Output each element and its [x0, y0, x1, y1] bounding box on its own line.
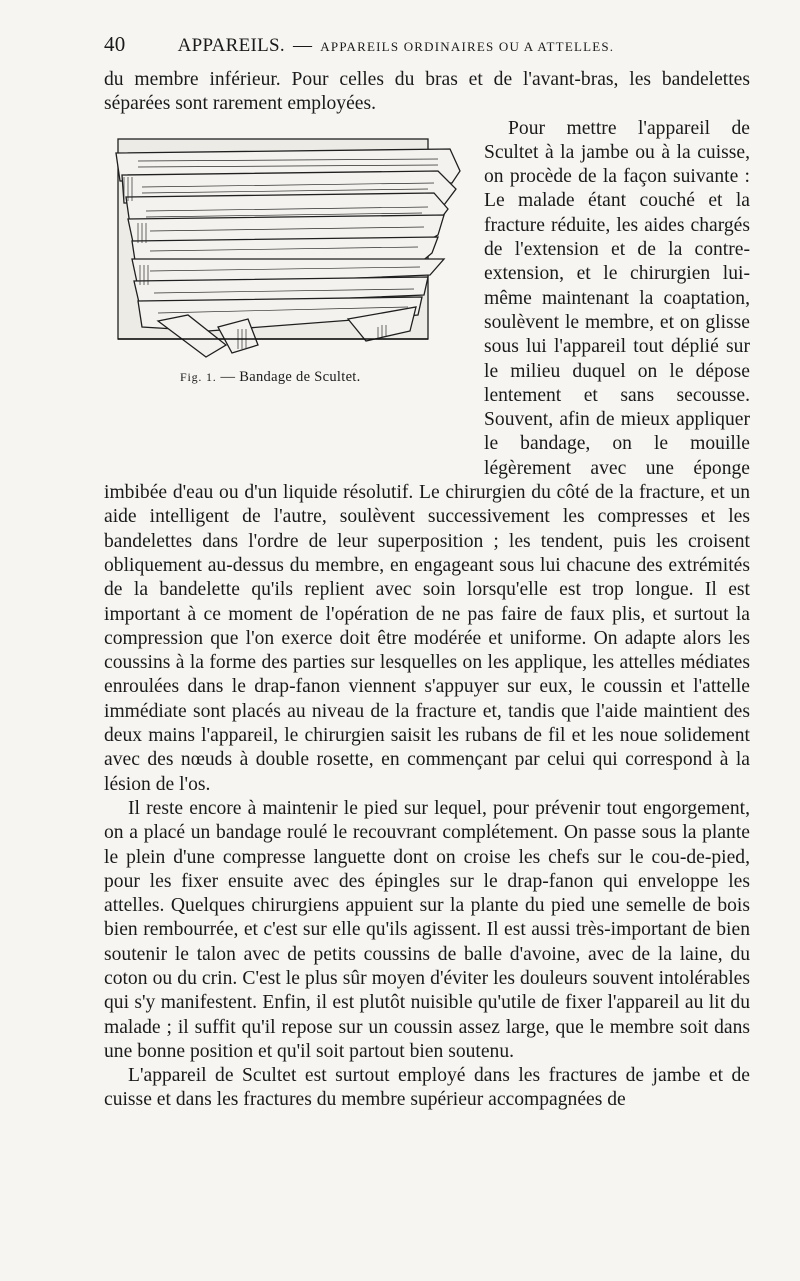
running-header: [104, 32, 750, 68]
caption-dash: —: [220, 368, 236, 385]
header-subtitle: APPAREILS ORDINAIRES OU A ATTELLES.: [320, 39, 615, 54]
figure-bandage: [98, 121, 478, 459]
book-page: [104, 32, 750, 1113]
paragraph-4: L'appareil de Scultet est surtout employé dans les fractures de jambe et de cuisse et dans les fractures du membre supérieur accompagnées de: [104, 1065, 750, 1111]
bandage-illustration: [98, 131, 478, 363]
paragraph-1: du membre inférieur. Pour celles du bras et de l'avant-bras, les bandelettes séparées sont rarement employées.: [104, 69, 750, 115]
header-dash: —: [292, 35, 313, 56]
figure-caption: [180, 369, 361, 386]
page-number: 40: [104, 32, 126, 56]
header-title: APPAREILS.: [177, 35, 285, 56]
caption-text: Bandage de Scultet.: [239, 368, 361, 385]
paragraph-3: Il reste encore à maintenir le pied sur lequel, pour prévenir tout engorgement, on a placé un bandage roulé le recouvrant complétement. On passe sous la plante le plein d'une compresse languette dont on croise les chefs sur le cou-de-pied, pour les fixer ensuite avec des épingles sur le drap-fanon qui enveloppe les attelles. Quelques chirurgiens appuient sur la plante du pied une semelle de bois bien rembourrée, et c'est sur elle qu'ils agissent. Il est aussi très-important de bien soutenir le talon avec de petits coussins de balle d'avoine, avec de la laine, du coton ou du crin. C'est le plus sûr moyen d'éviter les douleurs souvent intolérables qui s'y manifestent. Enfin, il est plutôt nuisible qu'utile de fixer l'appareil au lit du malade ; il suffit qu'il repose sur un coussin assez large, que le membre soit dans une bonne position et qu'il soit partout bien soutenu.: [104, 797, 750, 1062]
caption-label: Fig. 1.: [180, 369, 217, 384]
paragraph-2: Pour mettre l'appareil de Scultet à la jambe ou à la cuisse, on procède de la façon suivante : Le malade étant couché et la fracture réduite, les aides chargés de l'extension et de la contre-extension, et le chirurgien lui-même maintenant la coaptation, soulèvent le membre, et on glisse sous lui l'appareil tout déplié sur le milieu duquel on le dépose lentement et sans secousse. Souvent, afin de mieux appliquer le bandage, on le mouille légèrement avec une éponge imbibée d'eau ou d'un liquide résolutif. Le chirurgien du côté de la fracture, et un aide intelligent de l'autre, soulèvent successivement les compresses et les bandelettes dans l'ordre de leur superposition ; les tendent, puis les croisent obliquement au-dessus du membre, en engageant sous lui chacune des extrémités de la bandelette qu'ils replient avec soin lorsqu'elle est trop longue. Il est important à ce moment de l'opération de ne pas faire de faux plis, et surtout la compression que l'on exerce doit être modérée et uniforme. On adapte alors les coussins à la forme des parties sur lesquelles on les applique, les attelles médiates enroulées dans le drap-fanon viennent s'appuyer sur eux, le coussin et l'attelle immédiate sont placés au niveau de la fracture et, tandis que l'aide maintient des deux mains l'appareil, le chirurgien saisit les rubans de fil et les noue solidement avec des nœuds à double rosette, en commençant par celui qui correspond à la lésion de l'os.: [104, 117, 750, 795]
